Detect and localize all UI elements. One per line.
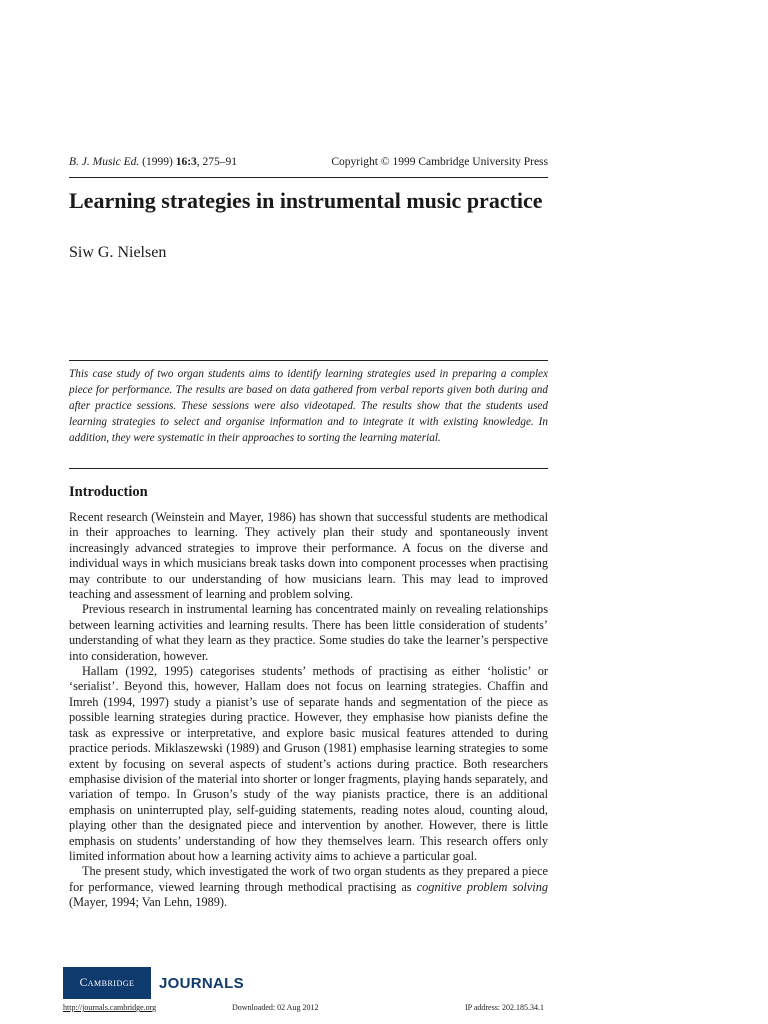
journal-header (69, 156, 548, 168)
copyright-notice: Copyright © 1999 Cambridge University Press (331, 156, 548, 168)
journals-link[interactable]: http://journals.cambridge.org (63, 1003, 157, 1012)
section-heading: Introduction (69, 484, 148, 500)
author-name: Siw G. Nielsen (69, 244, 167, 261)
logo-journals-text: JOURNALS (159, 974, 244, 992)
abstract-top-divider (69, 360, 548, 361)
abstract-bottom-divider (69, 468, 548, 469)
paragraph: Recent research (Weinstein and Mayer, 1986) has shown that successful students are methodical in their approaches to learning. They actively plan their study and spontaneously invent increasingly advanced strategies to improve their performance. A focus on the diverse and individual ways in which musicians break tasks down into component processes when practising may contribute to our understanding of how musicians learn. This may lead to improved teaching and assessment of learning and problem solving. (69, 510, 548, 602)
section-body (69, 510, 548, 911)
paragraph: The present study, which investigated the work of two organ students as they prepared a piece for performance, viewed learning through methodical practising as cognitive problem solving (Mayer, 1994; Van Lehn, 1989). (69, 864, 548, 910)
header-divider (69, 177, 548, 178)
paragraph: Previous research in instrumental learning has concentrated mainly on revealing relationships between learning activities and learning results. There has been little consideration of students’ understanding of what they learn as they practice. Some studies do take the learner’s perspective into consideration, however. (69, 602, 548, 663)
citation: B. J. Music Ed. (1999) 16:3, 275–91 (69, 156, 238, 168)
cambridge-journals-logo (63, 967, 244, 999)
abstract: This case study of two organ students aims to identify learning strategies used in preparing a complex piece for performance. The results are based on data gathered from verbal reports given both during and after practice sessions. These sessions were also videotaped. The results show that the students used learning strategies to select and organise information and to integrate it with existing knowledge. In addition, they were systematic in their approaches to sorting the learning material. (69, 368, 548, 444)
article-title: Learning strategies in instrumental music practice (69, 188, 543, 213)
download-date: Downloaded: 02 Aug 2012 (232, 1003, 319, 1012)
logo-box: Cambridge (63, 967, 151, 999)
ip-address: IP address: 202.185.34.1 (465, 1003, 545, 1012)
paragraph: Hallam (1992, 1995) categorises students’ methods of practising as either ‘holistic’ or ‘serialist’. Beyond this, however, Hallam does not focus on learning strategies. Chaffin and Imreh (1994, 1997) study a pianist’s use of separate hands and segmentation of the piece as possible learning strategies during practice. However, they emphasise how pianists define the task as expressive or interpretative, and explore basic musical features attended to during practice periods. Miklaszewski (1989) and Gruson (1981) emphasise learning strategies to some extent by focusing on several aspects of student’s actions during practice. Both researchers emphasise division of the material into shorter or longer fragments, playing hands separately, and variation of tempo. In Gruson’s study of the way pianists practice, there is an additional emphasis on uninterrupted play, self-guiding statements, reading notes aloud, counting aloud, playing other than the designated piece and intervention by another. However, there is little emphasis on students’ understanding of how they themselves learn. This research offers only limited information about how a learning activity aims to achieve a particular goal. (69, 664, 548, 863)
